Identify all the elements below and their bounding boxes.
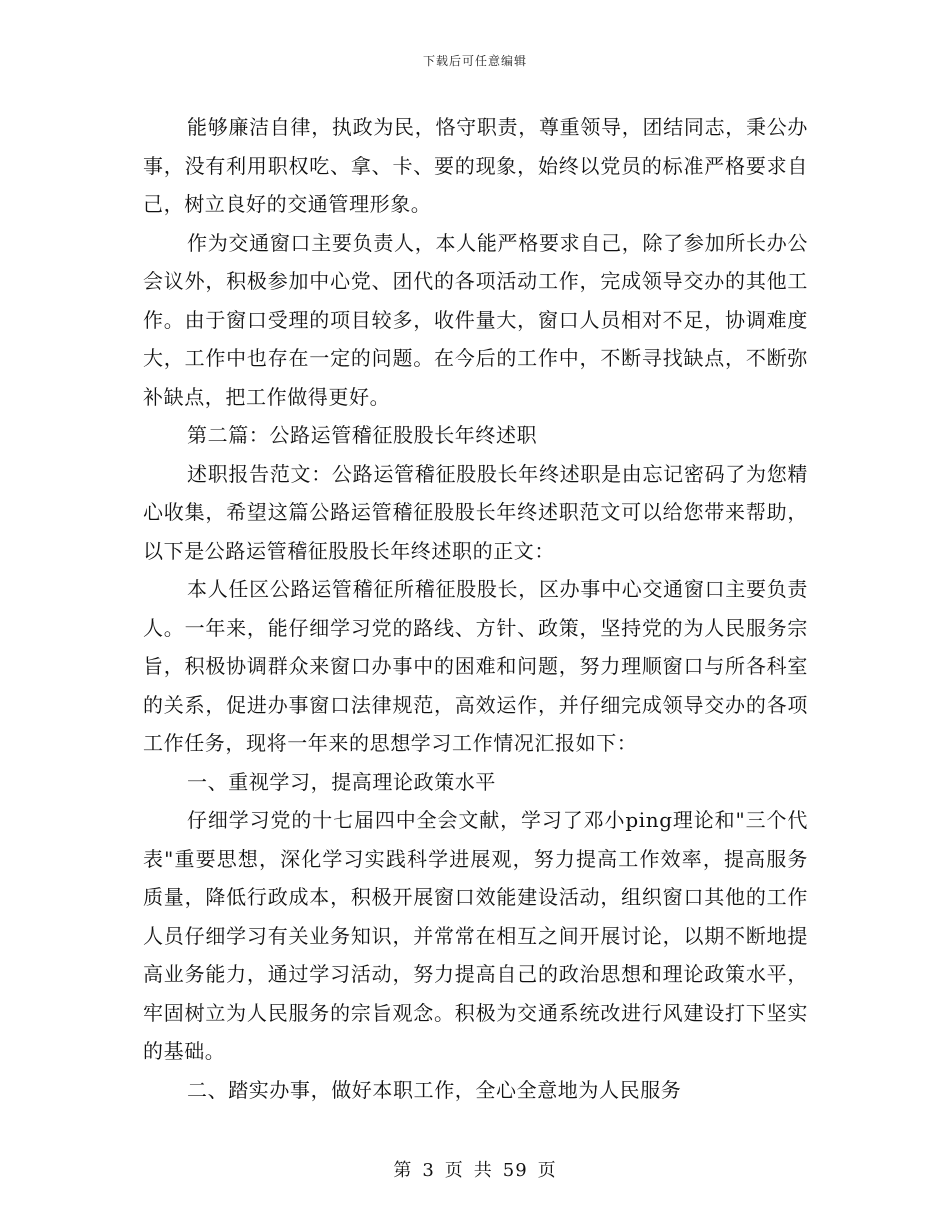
page-header-note: 下载后可任意编辑 (422, 54, 527, 68)
section-title-part-two: 第二篇：公路运管稽征股股长年终述职 (187, 423, 538, 447)
paragraph-2: 作为交通窗口主要负责人，本人能严格要求自己，除了参加所长办公会议外，积极参加中心党、团代的各项活动工作，完成领导交办的其他工作。由于窗口受理的项目较多，收件量大，窗口人员相对不足，协调难度大，工作中也存在一定的问题。在今后的工作中，不断寻找缺点，不断弥补缺点，把工作做得更好。 (143, 230, 808, 409)
document-body (143, 108, 808, 1109)
footer-total-pages: 59 (502, 1160, 528, 1181)
footer-page-mid: 页 (444, 1160, 464, 1181)
page-footer (0, 1156, 950, 1182)
paragraph-4: 本人任区公路运管稽征所稽征股股长，区办事中心交通窗口主要负责人。一年来，能仔细学习党的路线、方针、政策，坚持党的为人民服务宗旨，积极协调群众来窗口办事中的困难和问题，努力理顺窗口与所各科室的关系，促进办事窗口法律规范，高效运作，并仔细完成领导交办的各项工作任务，现将一年来的思想学习工作情况汇报如下： (143, 577, 808, 755)
heading-section-1: 一、重视学习，提高理论政策水平 (187, 769, 496, 794)
paragraph-1: 能够廉洁自律，执政为民，恪守职责，尊重领导，团结同志，秉公办事，没有利用职权吃、拿、卡、要的现象，始终以党员的标准严格要求自己，树立良好的交通管理形象。 (143, 115, 808, 216)
footer-total-suffix: 页 (537, 1160, 557, 1181)
footer-page-number: 3 (422, 1160, 435, 1181)
paragraph-3: 述职报告范文：公路运管稽征股股长年终述职是由忘记密码了为您精心收集，希望这篇公路运管稽征股股长年终述职范文可以给您带来帮助，以下是公路运管稽征股股长年终述职的正文： (143, 461, 808, 563)
heading-section-2: 二、踏实办事，做好本职工作，全心全意地为人民服务 (187, 1077, 682, 1102)
paragraph-5: 仔细学习党的十七届四中全会文献，学习了邓小ping理论和"三个代表"重要思想，深化学习实践科学进展观，努力提高工作效率，提高服务质量，降低行政成本，积极开展窗口效能建设活动，组织窗口其他的工作人员仔细学习有关业务知识，并常常在相互之间开展讨论，以期不断地提高业务能力，通过学习活动，努力提高自己的政治思想和理论政策水平，牢固树立为人民服务的宗旨观念。积极为交通系统改进行风建设打下坚实的基础。 (143, 808, 808, 1063)
footer-page-prefix: 第 (393, 1160, 413, 1181)
footer-total-prefix: 共 (473, 1160, 493, 1181)
